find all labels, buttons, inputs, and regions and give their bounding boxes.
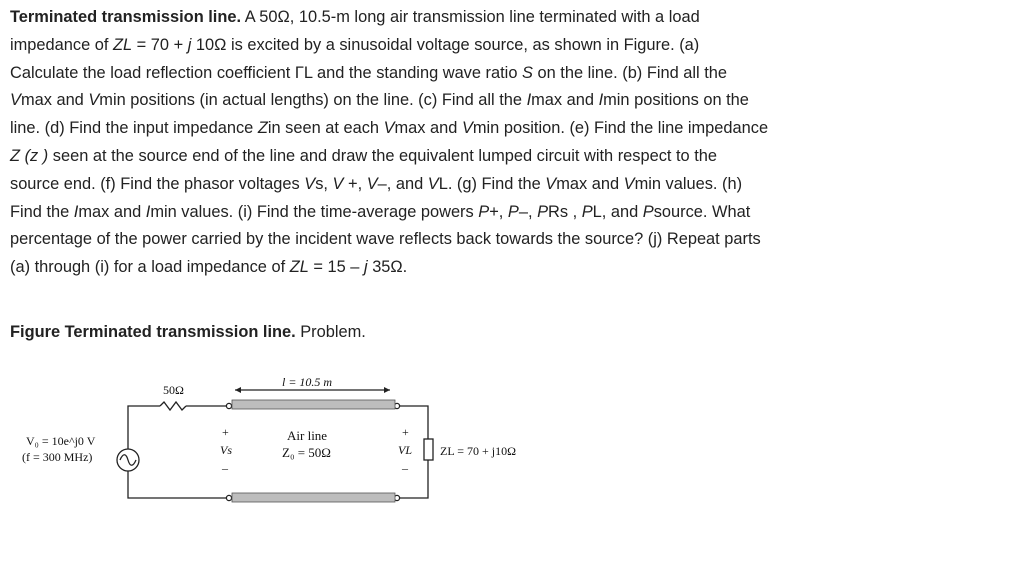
text-segment: V — [88, 91, 100, 110]
text-segment: = 15 – — [308, 258, 364, 277]
text-segment: j — [187, 35, 192, 54]
caption-rest: Problem. — [295, 323, 366, 341]
text-segment: P — [581, 202, 593, 221]
text-segment: max and — [78, 202, 146, 221]
text-segment: V — [383, 119, 395, 138]
text-segment: –, and — [377, 174, 428, 193]
terminal-icon — [226, 495, 231, 500]
text-segment: S — [522, 63, 533, 82]
wire-bottom-left — [128, 468, 226, 498]
source-label-1: V₀ = 10e^j0 V — [26, 434, 96, 448]
text-segment: V — [10, 91, 21, 110]
text-segment: V — [461, 119, 473, 138]
text-segment: +, — [343, 174, 367, 193]
text-segment: j — [363, 258, 368, 277]
line-bottom-conductor — [232, 493, 395, 502]
text-segment: –, — [518, 202, 538, 221]
vs-minus: – — [222, 461, 228, 475]
resistor-icon — [160, 402, 186, 410]
text-segment: V — [545, 174, 557, 193]
text-segment: V — [304, 174, 316, 193]
figure-caption — [10, 320, 366, 344]
text-segment: P — [642, 202, 654, 221]
text-segment: ZL — [112, 35, 133, 54]
text-segment: P — [537, 202, 549, 221]
text-segment: max and — [394, 119, 462, 138]
text-segment: +, — [489, 202, 508, 221]
text-segment: Rs , — [548, 202, 582, 221]
text-segment: min values. (h) Find the — [10, 174, 743, 221]
load-label: ZL = 70 + j10Ω — [440, 444, 517, 458]
text-segment: min positions on the line. (d) Find the input impedance — [10, 91, 749, 138]
text-segment: s, — [315, 174, 333, 193]
text-segment: I — [598, 91, 604, 110]
text-segment: I — [73, 202, 79, 221]
text-segment: max and — [556, 174, 624, 193]
problem-title: Terminated transmission line. — [10, 8, 242, 26]
source-label-2: (f = 300 MHz) — [22, 450, 93, 464]
text-segment: P — [478, 202, 490, 221]
vs-plus: + — [222, 425, 229, 439]
vs-label: Vs — [220, 443, 232, 457]
line-top-conductor — [232, 400, 395, 409]
text-segment: 10Ω is excited by a sinusoidal voltage source, as shown in Figure. (a) Calculate the load reflection coefficient ΓL and the standing wave ratio — [10, 35, 700, 82]
vl-minus: – — [402, 461, 408, 475]
text-segment: on the line. (b) Find all the — [532, 63, 728, 82]
text-segment: min values. (i) Find the time-average powers — [150, 202, 479, 221]
text-segment: V — [427, 174, 439, 193]
air-line-label: Air line — [287, 428, 328, 443]
terminal-icon — [226, 403, 231, 408]
line-length-label: l = 10.5 m — [282, 375, 333, 389]
text-segment: P — [507, 202, 519, 221]
text-segment: min position. (e) Find the line impedance — [472, 119, 769, 138]
text-segment: Z (z ) — [10, 146, 49, 165]
text-segment: max and — [20, 91, 89, 110]
text-segment: L, and — [592, 202, 643, 221]
text-segment: seen at the source end of the line and draw the equivalent lumped circuit with respect to the source end. (f) Find the phasor voltages — [10, 146, 718, 193]
resistor-label: 50Ω — [163, 383, 184, 397]
text-segment: V — [332, 174, 344, 193]
text-segment: I — [526, 91, 532, 110]
text-segment: ZL — [289, 258, 309, 277]
characteristic-impedance-label: Z₀ = 50Ω — [282, 445, 331, 460]
text-segment: in seen at each — [267, 119, 384, 138]
vl-label: VL — [398, 443, 413, 457]
vl-plus: + — [402, 425, 409, 439]
text-segment: min positions (in actual lengths) on the line. (c) Find all the — [99, 91, 527, 110]
text-segment: source. What percentage of the power carried by the incident wave reflects back towards the source? (j) Repeat parts (a) through (i) for a load impedance of — [10, 202, 761, 277]
text-segment: V — [366, 174, 378, 193]
problem-statement — [10, 4, 770, 282]
text-segment: V — [623, 174, 635, 193]
text-segment: Z — [257, 119, 268, 138]
circuit-diagram — [0, 360, 560, 510]
text-segment: A 50Ω, 10.5-m long air transmission line terminated with a load impedance of — [10, 8, 700, 54]
text-segment: max and — [531, 91, 599, 110]
caption-bold: Figure Terminated transmission line. — [10, 323, 296, 341]
wire-top-left — [128, 406, 160, 452]
text-segment: 35Ω. — [367, 258, 408, 277]
load-impedance-icon — [424, 439, 433, 460]
text-segment: = 70 + — [132, 35, 188, 54]
text-segment: L. (g) Find the — [438, 174, 546, 193]
text-segment: I — [145, 202, 151, 221]
